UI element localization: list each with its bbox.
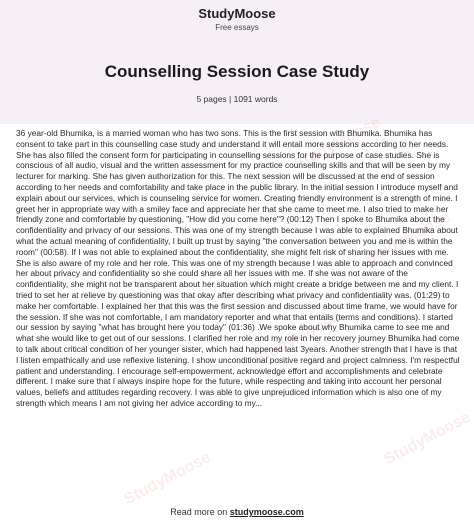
watermark: StudyMoose: [381, 408, 474, 469]
watermark: StudyMoose: [291, 113, 384, 174]
watermark: StudyMoose: [251, 308, 344, 369]
brand-tagline: Free essays: [215, 23, 259, 32]
footer: [0, 507, 474, 517]
essay-meta: 5 pages | 1091 words: [196, 94, 278, 104]
watermark: StudyMoose: [121, 448, 214, 509]
essay-body-text: 36 year-old Bhumika, is a married woman who has two sons. This is the first session with Bhumika. Bhumika has consent to take part in this counselling case study and understand it will entail more sessions according to her needs. She has also filled the consent form for participating in counselling sessions for the purpose of case studies. She is conscious of all audio, visual and the written assessment for my practice counselling skills and that will be seen by my lecturer for marking. She has given authorization for this. The next session will be discussed at the end of session according to her needs and comfortability and take place in the public library. In the initial session I introduce myself and explain about our services, which is counseling service for women. Creating friendly environment is a strength of mine. I greet her in appropriate way with a smiley face and appreciate her that she came to meet me. I also tried to make her friendly zone and comfortable by questioning, "How did you come here"? (00:12) Then I spoke to Bhumika about the confidentiality and privacy of our sessions. This was one of my strength because I was able to explained Bhumika about what the actual meaning of confidentiality, I built up trust by saying "the conversation between you and me is within the room" (00:58). If I was not able to explained about the confidentiality, she might felt risk of sharing her issues with me. She is also aware of my role and her role. This was one of my strength because I was able to approach and convinced her about privacy and confidentiality so she could share all her issues with me. If she was not aware of the confidentiality, she might not be transparent about her situation which might create a bridge between me and my client. I tried to set her at relieve by questioning was that okay after describing what privacy and confidentiality was. (01:29) to make her comfortable. I explained her that this was the first session and discussed about time frame, we would have for the session. If she was not comfortable, I am mandatory reporter and what that entails (terms and conditions). I started our session by saying "what has brought here you today" (01:36) .We spoke about why Bhumika came to see me and what she would like to get out of our sessions. I clarified her role and my role in her recovery journey Bhumika had come to talk about critical condition of her younger sister, which had happened last 3years. Another strength that I have is that I listen empathically and use reflexive listening. I show unconditional positive regard and project calmness. I'm respectful patient and understanding. I encourage self-empowerment, acknowledge effort and accomplishments and celebrate different. I make sure that I always inspire hope for the future, while respecting and taking into account her personal values, beliefs and attitudes regarding recovery. I was able to give unprejudiced information which is also one of my strength which means I am not giving her advice according to my...: [16, 128, 460, 408]
watermark: StudyMoose: [361, 208, 454, 269]
header-banner: [0, 0, 474, 124]
footer-prefix: Read more on: [170, 507, 230, 517]
page-title: Counselling Session Case Study: [104, 62, 370, 81]
footer-link[interactable]: studymoose.com: [229, 507, 304, 517]
brand-logo[interactable]: StudyMoose: [198, 6, 276, 21]
